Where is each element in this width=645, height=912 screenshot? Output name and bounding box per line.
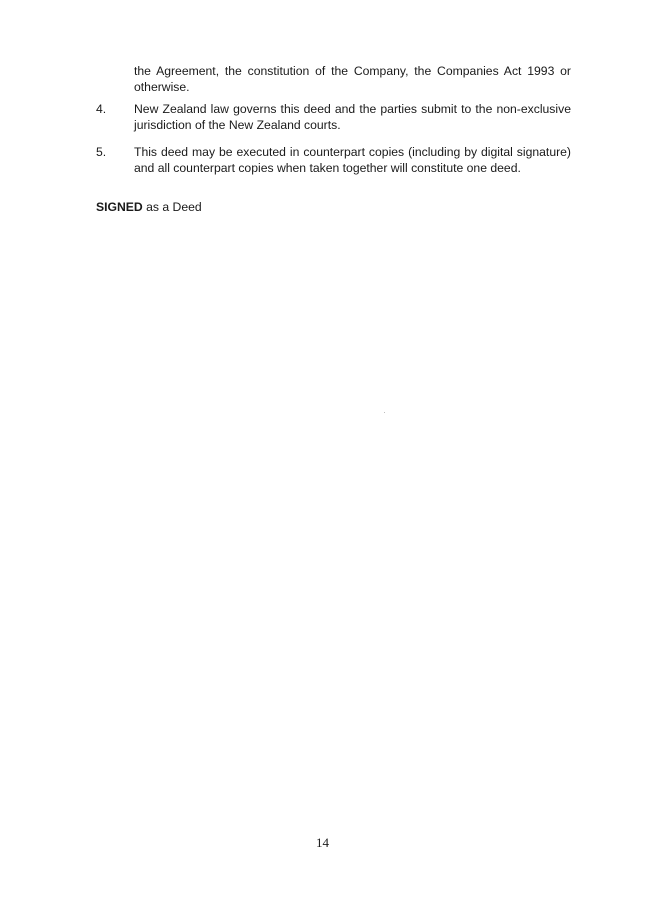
signed-as-deed-heading <box>96 199 202 215</box>
clause-4-number: 4. <box>96 102 107 116</box>
clause-5-number: 5. <box>96 145 107 159</box>
clause-5-text: This deed may be executed in counterpart copies (including by digital signature) and all counterpart copies when taken together will constitute one deed. <box>134 145 571 175</box>
clause-continuation-text: the Agreement, the constitution of the Company, the Companies Act 1993 or otherwise. <box>134 64 571 94</box>
page-number: 14 <box>316 835 329 850</box>
scan-speck <box>384 412 385 413</box>
signed-bold-label: SIGNED <box>96 200 143 214</box>
clause-4-text: New Zealand law governs this deed and the parties submit to the non-exclusive jurisdiction of the New Zealand courts. <box>134 102 571 132</box>
signed-rest-label: as a Deed <box>142 200 202 214</box>
